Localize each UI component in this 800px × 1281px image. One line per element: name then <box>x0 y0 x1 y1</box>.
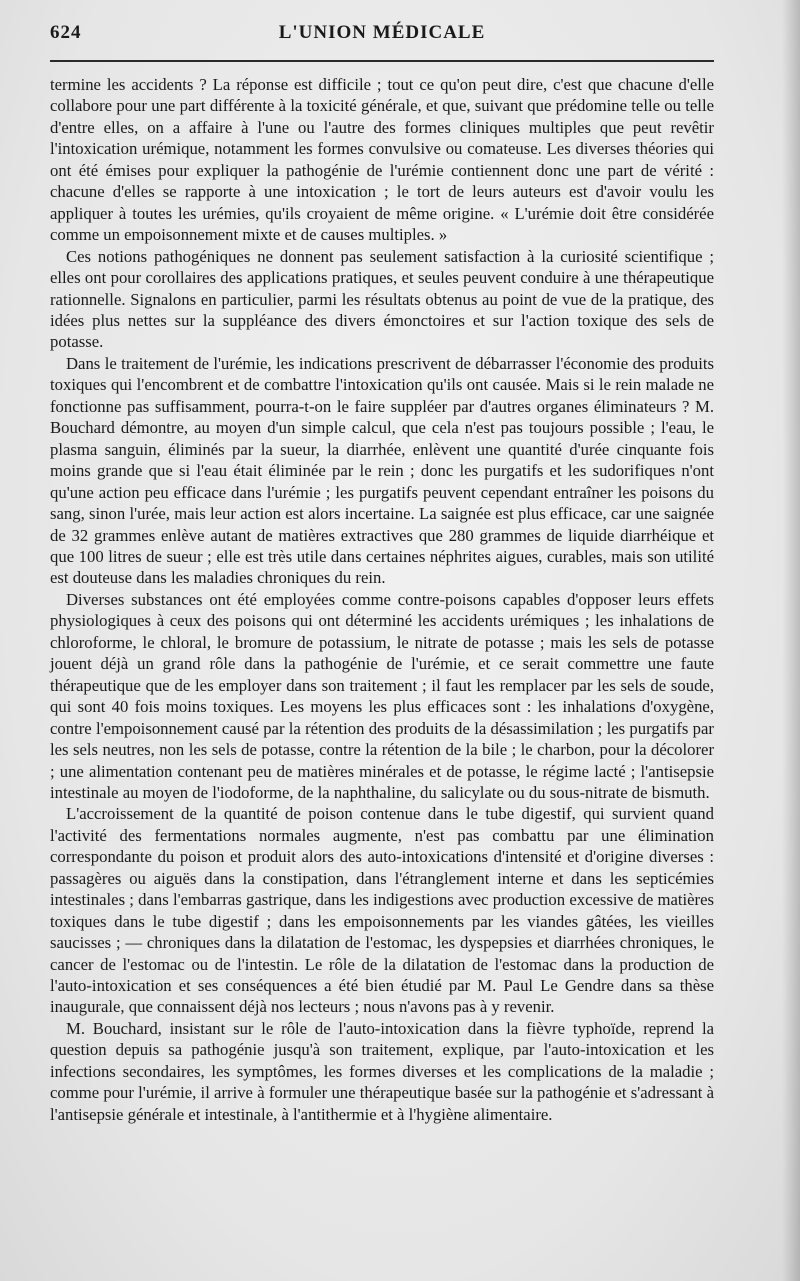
paragraph: Dans le traitement de l'urémie, les indications prescrivent de débarrasser l'économie des produits toxiques qui l'encombrent et de combattre l'intoxication qu'ils ont causée. Mais si le rein malade ne fonctionne pas suffisamment, pourra-t-on le faire suppléer par d'autres organes éliminateurs ? M. Bouchard démontre, au moyen d'un simple calcul, que cela n'est pas toujours possible ; l'eau, le plasma sanguin, éliminés par la sueur, la diarrhée, enlèvent une quantité d'urée cinquante fois moins grande que si l'eau était éliminée par le rein ; donc les purgatifs et les sudorifiques n'ont qu'une action peu efficace dans l'urémie ; les purgatifs peuvent cependant entraîner les poisons du sang, sinon l'urée, mais leur action est alors incertaine. La saignée est plus efficace, car une saignée de 32 grammes enlève autant de matières extractives que 280 grammes de liquide diarrhéique et que 100 litres de sueur ; elle est très utile dans certaines néphrites aigues, curables, mais son utilité est douteuse dans les maladies chroniques du rein. <box>50 353 714 588</box>
paragraph: termine les accidents ? La réponse est difficile ; tout ce qu'on peut dire, c'est que chacune d'elle collabore pour une part différente à la toxicité générale, et que, suivant que prédomine telle ou telle d'entre elles, on a affaire à l'une ou l'autre des formes cliniques multiples que peut revêtir l'intoxication urémique, notamment les formes convulsive ou comateuse. Les diverses théories qui ont été émises pour expliquer la pathogénie de l'urémie contiennent donc une part de vérité : chacune d'elles se rapporte à une intoxication ; le tort de leurs auteurs est d'avoir voulu les appliquer à toutes les urémies, qu'ils croyaient de même origine. « L'urémie doit être considérée comme un empoisonnement mixte et de causes multiples. » <box>50 75 714 245</box>
paragraph: Ces notions pathogéniques ne donnent pas seulement satisfaction à la curiosité scientifique ; elles ont pour corollaires des applications pratiques, et seules peuvent conduire à une thérapeutique rationnelle. Signalons en particulier, parmi les résultats obtenus au point de vue de la pratique, des idées plus nettes sur la suppléance des divers émonctoires et sur l'action toxique des sels de potasse. <box>50 246 714 352</box>
page-header <box>50 22 714 52</box>
running-title: L'UNION MÉDICALE <box>278 22 486 43</box>
paragraph: Diverses substances ont été employées comme contre-poisons capables d'opposer leurs effets physiologiques à ceux des poisons qui ont déterminé les accidents urémiques ; les inhalations de chloroforme, le chloral, le bromure de potassium, le nitrate de potasse ; mais les sels de potasse jouent déjà un grand rôle dans la pathogénie de l'urémie, et ce serait commettre une faute thérapeutique que de les employer dans son traitement ; il faut les remplacer par les sels de soude, qui sont 40 fois moins toxiques. Les moyens les plus efficaces sont : les inhalations d'oxygène, contre l'empoisonnement causé par la rétention des produits de la désassimilation ; les purgatifs par les sels neutres, non les sels de potasse, contre la rétention de la bile ; le charbon, pour la décolorer ; une alimentation contenant peu de matières minérales et de potasse, le régime lacté ; l'antisepsie intestinale au moyen de l'iodoforme, de la naphthaline, du salicylate ou du sous-nitrate de bismuth. <box>50 589 714 802</box>
paragraph: L'accroissement de la quantité de poison contenue dans le tube digestif, qui survient quand l'activité des fermentations normales augmente, n'est pas combattu par une élimination correspondante du poison et produit alors des auto-intoxications d'intensité et d'origine diverses : passagères ou aiguës dans la constipation, dans l'étranglement interne et dans les septicémies intestinales ; dans l'embarras gastrique, dans les indigestions avec production excessive de matières toxiques dans le tube digestif ; dans les empoisonnements par les viandes gâtées, les vieilles saucisses ; — chroniques dans la dilatation de l'estomac, les dyspepsies et diarrhées chroniques, le cancer de l'estomac ou de l'intestin. Le rôle de la dilatation de l'estomac dans la production de l'auto-intoxication et ses conséquences a été bien étudié par M. Paul Le Gendre dans sa thèse inaugurale, que connaissent déjà nos lecteurs ; nous n'avons pas à y revenir. <box>50 804 714 1017</box>
article-body <box>50 74 714 1125</box>
header-rule <box>50 60 714 62</box>
page-number: 624 <box>50 22 82 43</box>
page-edge-shadow <box>782 0 800 1281</box>
paragraph: M. Bouchard, insistant sur le rôle de l'auto-intoxication dans la fièvre typhoïde, reprend la question depuis sa pathogénie jusqu'à son traitement, explique, par l'auto-intoxication et les infections secondaires, les symptômes, les formes diverses et les complications de la maladie ; comme pour l'urémie, il arrive à formuler une thérapeutique basée sur la pathogénie et s'adressant à l'antisepsie générale et intestinale, à l'antithermie et à l'hygiène alimentaire. <box>50 1018 714 1124</box>
